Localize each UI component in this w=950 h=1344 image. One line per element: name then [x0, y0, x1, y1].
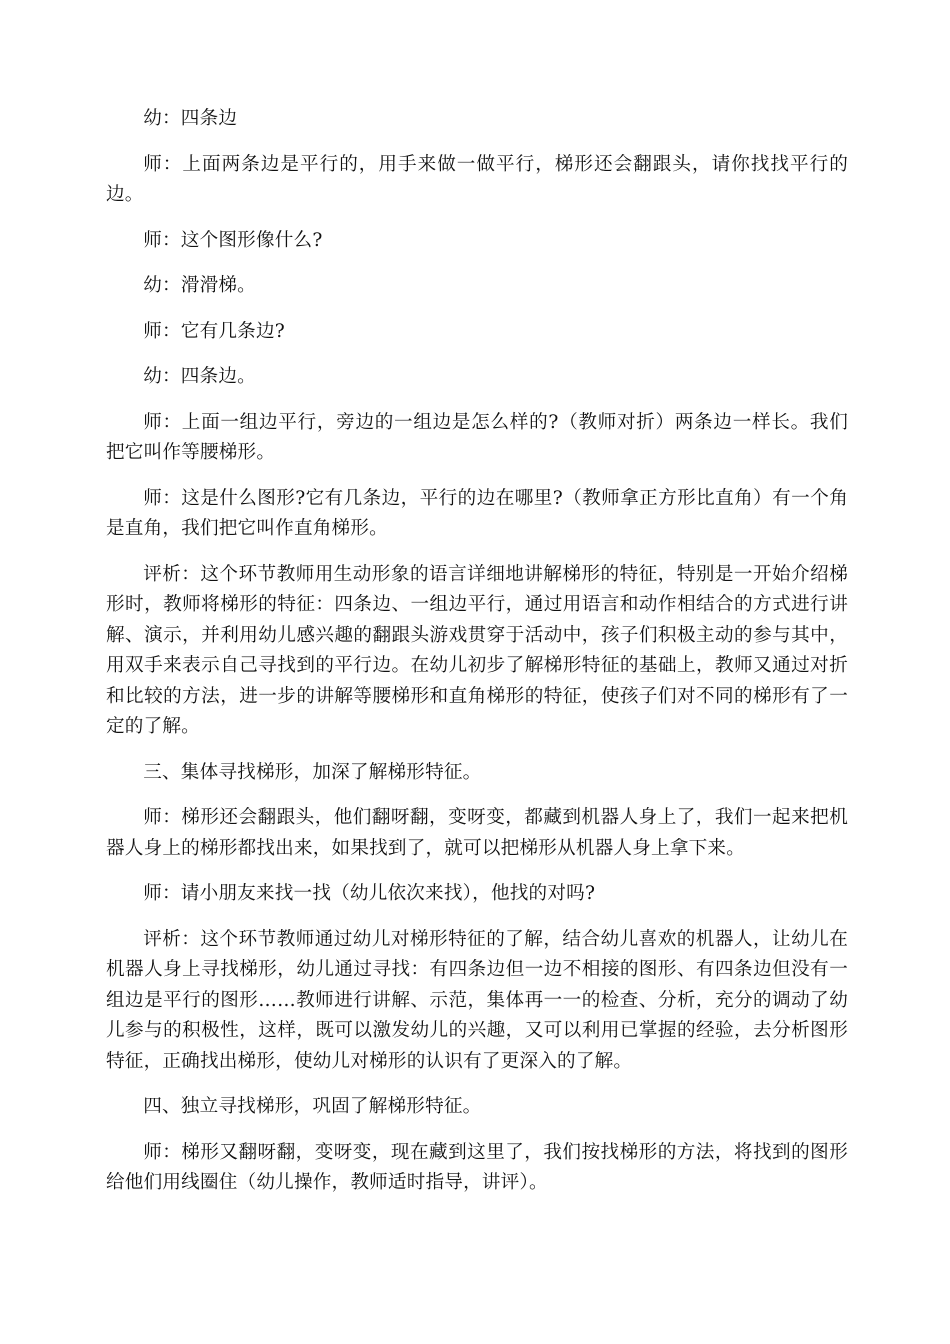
paragraph-1: 幼：四条边	[143, 108, 238, 129]
paragraph-11: 师：梯形还会翻跟头，他们翻呀翻，变呀变，都藏到机器人身上了，我们一起来把机器人身上的梯形都找出来，如果找到了，就可以把梯形从机器人身上拿下来。	[106, 807, 848, 859]
document-body	[106, 104, 848, 1214]
paragraph-5: 师：它有几条边?	[143, 320, 285, 342]
paragraph-3: 师：这个图形像什么?	[143, 229, 323, 251]
paragraph-7: 师：上面一组边平行，旁边的一组边是怎么样的?（教师对折）两条边一样长。我们把它叫作等腰梯形。	[106, 411, 848, 463]
paragraph-4: 幼：滑滑梯。	[143, 275, 256, 296]
section-heading-4: 四、独立寻找梯形，巩固了解梯形特征。	[143, 1096, 482, 1117]
paragraph-8: 师：这是什么图形?它有几条边，平行的边在哪里?（教师拿正方形比直角）有一个角是直角，我们把它叫作直角梯形。	[106, 487, 848, 539]
paragraph-2: 师：上面两条边是平行的，用手来做一做平行，梯形还会翻跟头，请你找找平行的边。	[106, 153, 848, 205]
section-heading-3: 三、集体寻找梯形，加深了解梯形特征。	[143, 761, 482, 783]
paragraph-13-commentary: 评析：这个环节教师通过幼儿对梯形特征的了解，结合幼儿喜欢的机器人，让幼儿在机器人身上寻找梯形，幼儿通过寻找：有四条边但一边不相接的图形、有四条边但没有一组边是平行的图形……教师进行讲解、示范，集体再一一的检查、分析，充分的调动了幼儿参与的积极性，这样，既可以激发幼儿的兴趣，又可以利用已掌握的经验，去分析图形特征，正确找出梯形，使幼儿对梯形的认识有了更深入的了解。	[106, 928, 848, 1072]
paragraph-15: 师：梯形又翻呀翻，变呀变，现在藏到这里了，我们按找梯形的方法，将找到的图形给他们用线圈住（幼儿操作，教师适时指导，讲评）。	[106, 1141, 848, 1193]
paragraph-9-commentary: 评析：这个环节教师用生动形象的语言详细地讲解梯形的特征，特别是一开始介绍梯形时，教师将梯形的特征：四条边、一组边平行，通过用语言和动作相结合的方式进行讲解、演示，并利用幼儿感兴趣的翻跟头游戏贯穿于活动中，孩子们积极主动的参与其中，用双手来表示自己寻找到的平行边。在幼儿初步了解梯形特征的基础上，教师又通过对折和比较的方法，进一步的讲解等腰梯形和直角梯形的特征，使孩子们对不同的梯形有了一定的了解。	[106, 563, 848, 737]
paragraph-6: 幼：四条边。	[143, 366, 256, 387]
paragraph-12: 师：请小朋友来找一找（幼儿依次来找），他找的对吗?	[143, 883, 596, 904]
